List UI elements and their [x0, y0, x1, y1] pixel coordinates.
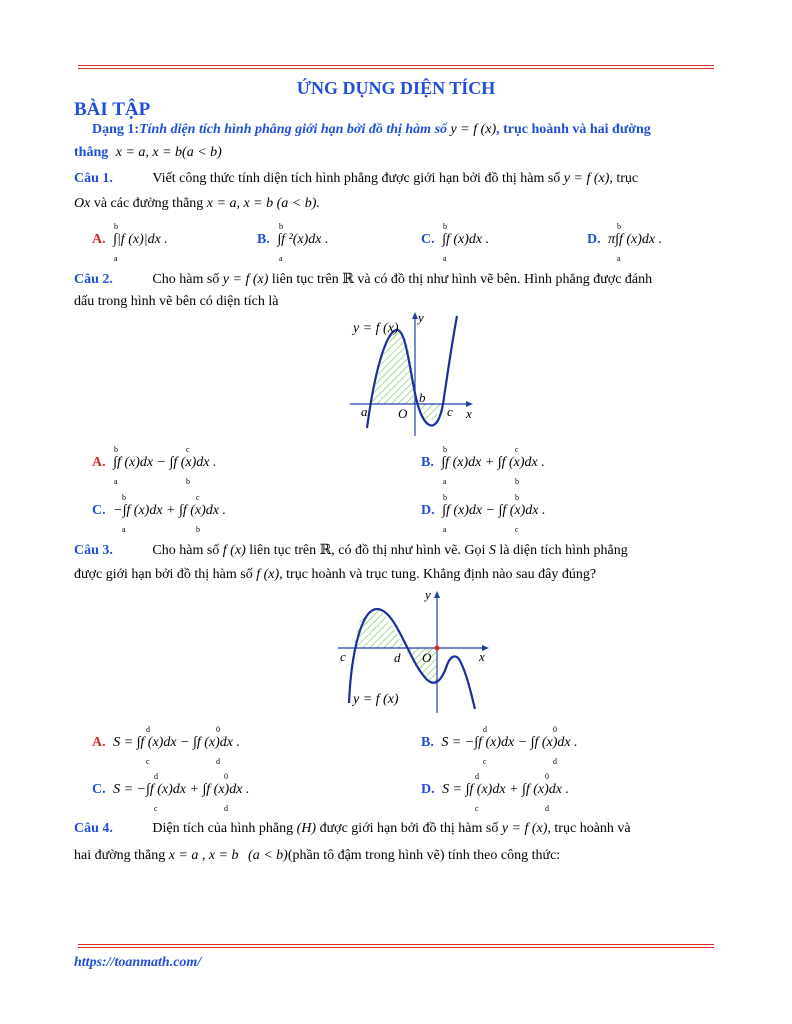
upper-limit: c: [515, 445, 519, 454]
q4-math1: (H): [296, 821, 317, 836]
option-expr: S = ∫f (x)dx + ∫f (x)dx .: [442, 782, 569, 797]
q1-option-d[interactable]: [587, 222, 663, 263]
option-expr: ∫f (x)dx + ∫f (x)dx .: [441, 455, 545, 470]
q2-option-d[interactable]: [421, 493, 546, 534]
q3-d-label: d: [394, 650, 401, 665]
option-label: A.: [92, 455, 106, 470]
q3-option-d[interactable]: [421, 772, 569, 813]
q3-line2: [74, 567, 596, 583]
footer-link[interactable]: https://toanmath.com/: [74, 955, 202, 970]
q3-math3: f (x): [256, 567, 280, 582]
q3-c-label: c: [340, 649, 346, 664]
q2-b-label: b: [419, 390, 426, 405]
q1-line2: [74, 196, 320, 212]
upper-limit: b: [443, 222, 447, 231]
upper-limit: b: [443, 445, 447, 454]
upper-limit: b: [279, 222, 283, 231]
q4-label: Câu 4.: [74, 821, 113, 836]
q1-label: Câu 1.: [74, 171, 113, 186]
q2-line2: [74, 294, 279, 310]
lower-limit: b: [186, 477, 190, 486]
upper-limit: c: [186, 445, 190, 454]
option-expr: ∫f (x)dx .: [442, 232, 490, 247]
q4-text5: (phần tô đậm trong hình vẽ) tính theo công thức:: [287, 848, 561, 863]
lower-limit: c: [515, 525, 519, 534]
lower-limit: d: [545, 804, 549, 813]
lower-limit: a: [122, 525, 126, 534]
q2-math1: y = f (x): [222, 272, 269, 287]
q1-math1: y = f (x): [563, 171, 610, 186]
lower-limit: a: [617, 254, 621, 263]
lower-limit: d: [224, 804, 228, 813]
option-expr: S = −∫f (x)dx + ∫f (x)dx .: [113, 782, 250, 797]
q2-line1: [74, 271, 652, 288]
option-label: C.: [421, 232, 435, 247]
upper-limit: d: [475, 772, 479, 781]
option-label: C.: [92, 503, 106, 518]
footer-rule: [78, 944, 714, 948]
q1-text3: và các đường thẳng: [93, 196, 204, 211]
option-label: C.: [92, 782, 106, 797]
q2-option-a[interactable]: [92, 445, 217, 486]
header-rule: [78, 65, 714, 69]
lower-limit: a: [443, 525, 447, 534]
lower-limit: a: [443, 254, 447, 263]
upper-limit: 0: [216, 725, 220, 734]
option-label: A.: [92, 232, 106, 247]
q2-x-label: x: [466, 406, 472, 421]
q1-math2: x = a, x = b (a < b).: [206, 196, 320, 211]
upper-limit: 0: [545, 772, 549, 781]
q2-option-c[interactable]: [92, 493, 226, 534]
q4-line2: [74, 848, 560, 864]
q2-origin-label: O: [398, 406, 408, 421]
section-heading: BÀI TẬP: [74, 99, 151, 120]
dang1-text3: thẳng: [74, 145, 109, 160]
q2-fn-label: y = f (x): [353, 321, 399, 336]
upper-limit: b: [114, 222, 118, 231]
option-expr: ∫f (x)dx − ∫f (x)dx .: [442, 503, 546, 518]
q2-text3: dấu trong hình vẽ bên có diện tích là: [74, 294, 279, 309]
option-expr: S = −∫f (x)dx − ∫f (x)dx .: [441, 735, 578, 750]
q2-option-b[interactable]: [421, 445, 545, 486]
dang1-line1: [92, 122, 651, 138]
q4-math2: y = f (x): [501, 821, 548, 836]
q3-graph: [333, 585, 495, 717]
q1-option-b[interactable]: [257, 222, 329, 263]
q2-label: Câu 2.: [74, 272, 113, 287]
q3-math2: S: [488, 543, 496, 558]
upper-limit: c: [196, 493, 200, 502]
option-label: B.: [421, 735, 434, 750]
q1-text2: , trục: [609, 171, 639, 186]
lower-limit: c: [483, 757, 487, 766]
page-title: ỨNG DỤNG DIỆN TÍCH: [296, 78, 496, 98]
q1-option-c[interactable]: [421, 222, 490, 263]
lower-limit: a: [443, 477, 447, 486]
lower-limit: b: [196, 525, 200, 534]
dang1-text2: , trục hoành và hai đường: [496, 122, 651, 137]
q3-line1: [74, 542, 628, 559]
lower-limit: c: [154, 804, 158, 813]
upper-limit: d: [146, 725, 150, 734]
option-label: D.: [421, 782, 435, 797]
q2-c-label: c: [447, 404, 453, 419]
q4-text1: Diện tích của hình phẳng: [152, 821, 294, 836]
option-label: B.: [421, 455, 434, 470]
q2-y-label: y: [418, 310, 424, 325]
q3-text4: được giới hạn bởi đồ thị hàm số: [74, 567, 253, 582]
upper-limit: 0: [553, 725, 557, 734]
option-expr: π∫f (x)dx .: [608, 232, 663, 247]
q3-fn-label: y = f (x): [353, 692, 399, 707]
dang1-text1: Tính diện tích hình phẳng giới hạn bởi đồ thị hàm số: [139, 122, 448, 137]
q4-text4: hai đường thẳng: [74, 848, 166, 863]
option-label: B.: [257, 232, 270, 247]
q1-ox: Ox: [74, 196, 91, 211]
upper-limit: b: [114, 445, 118, 454]
upper-limit: d: [483, 725, 487, 734]
option-expr: ∫f (x)dx − ∫f (x)dx .: [113, 455, 217, 470]
q3-text1: Cho hàm số: [152, 543, 220, 558]
option-expr: ∫f ²(x)dx .: [277, 232, 329, 247]
dang1-line2: [74, 145, 222, 161]
dang1-prefix: Dạng 1:: [92, 122, 140, 137]
upper-limit: b: [122, 493, 126, 502]
q3-origin-label: O: [422, 650, 432, 665]
q1-text1: Viết công thức tính diện tích hình phẳng được giới hạn bởi đồ thị hàm số: [152, 171, 561, 186]
q2-text2: liên tục trên ℝ và có đồ thị như hình vẽ bên. Hình phẳng được đánh: [271, 272, 653, 287]
lower-limit: a: [279, 254, 283, 263]
upper-limit: 0: [224, 772, 228, 781]
q3-y-label: y: [425, 587, 431, 602]
q3-option-c[interactable]: [92, 772, 250, 813]
upper-limit: d: [154, 772, 158, 781]
option-label: D.: [587, 232, 601, 247]
q2-text1: Cho hàm số: [152, 272, 220, 287]
q3-text5: , trục hoành và trục tung. Khẳng định nào sau đây đúng?: [279, 567, 597, 582]
q4-line1: [74, 821, 631, 837]
upper-limit: b: [515, 493, 519, 502]
lower-limit: c: [146, 757, 150, 766]
q3-math1: f (x): [222, 543, 246, 558]
option-expr: S = ∫f (x)dx − ∫f (x)dx .: [113, 735, 240, 750]
q4-math4: (a < b): [248, 848, 288, 863]
q1-option-a[interactable]: [92, 222, 168, 263]
upper-limit: b: [443, 493, 447, 502]
q2-a-label: a: [361, 404, 368, 419]
upper-limit: b: [617, 222, 621, 231]
q3-text3: là diện tích hình phẳng: [499, 543, 628, 558]
option-expr: −∫f (x)dx + ∫f (x)dx .: [113, 503, 226, 518]
q4-text3: , trục hoành và: [547, 821, 631, 836]
q3-text2: liên tục trên ℝ, có đồ thị như hình vẽ. Gọi: [249, 543, 486, 558]
lower-limit: b: [515, 477, 519, 486]
option-label: D.: [421, 503, 435, 518]
lower-limit: a: [114, 254, 118, 263]
q4-math3: x = a , x = b: [168, 848, 239, 863]
dang1-math2: x = a, x = b(a < b): [115, 145, 222, 160]
q3-x-label: x: [479, 649, 485, 664]
q3-option-a[interactable]: [92, 725, 240, 766]
lower-limit: c: [475, 804, 479, 813]
lower-limit: d: [216, 757, 220, 766]
q3-label: Câu 3.: [74, 543, 113, 558]
lower-limit: a: [114, 477, 118, 486]
option-expr: ∫|f (x)|dx .: [113, 232, 168, 247]
lower-limit: d: [553, 757, 557, 766]
q2-graph: [345, 308, 480, 440]
q1-line1: [74, 171, 638, 187]
option-label: A.: [92, 735, 106, 750]
q3-option-b[interactable]: [421, 725, 578, 766]
dang1-math1: y = f (x): [450, 122, 497, 137]
q4-text2: được giới hạn bởi đồ thị hàm số: [319, 821, 499, 836]
